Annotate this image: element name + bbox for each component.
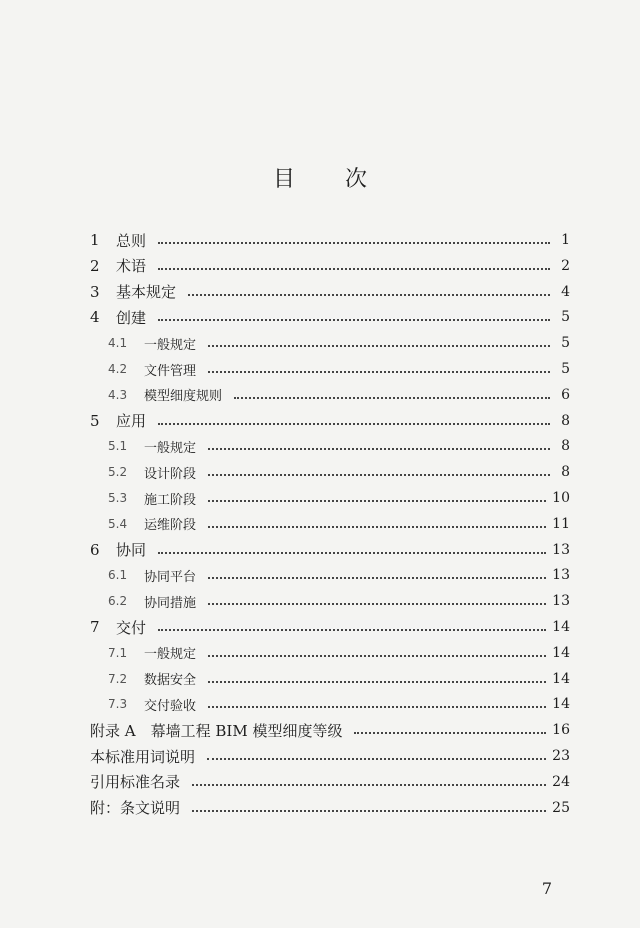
toc-entry-label: 运维阶段 bbox=[144, 518, 197, 534]
dot-leader bbox=[354, 732, 546, 734]
dot-leader bbox=[192, 784, 546, 786]
dot-leader bbox=[188, 294, 550, 296]
toc-entry-page: 5 bbox=[561, 361, 570, 377]
toc-entry-number: 5.2 bbox=[108, 465, 128, 480]
toc-entry[interactable] bbox=[90, 409, 570, 433]
title-part-2: 次 bbox=[345, 167, 368, 192]
toc-entry[interactable] bbox=[108, 460, 570, 484]
dot-leader bbox=[208, 603, 546, 605]
toc-entry-label: 协同平台 bbox=[144, 569, 197, 585]
toc-entry-number: 5 bbox=[90, 411, 100, 430]
dot-leader bbox=[158, 242, 550, 244]
dot-leader bbox=[208, 706, 546, 708]
toc-entry[interactable] bbox=[108, 512, 570, 536]
toc-entry-page: 23 bbox=[552, 748, 570, 764]
footer-page-number: 7 bbox=[541, 879, 552, 898]
toc-entry-page: 14 bbox=[552, 619, 570, 635]
toc-entry-label: 总则 bbox=[116, 231, 147, 250]
toc-entry[interactable] bbox=[90, 770, 570, 794]
toc-entry-page: 13 bbox=[552, 541, 570, 558]
toc-entry-label: 附录 A 幕墙工程 BIM 模型细度等级 bbox=[90, 721, 343, 740]
toc-entry-page: 8 bbox=[561, 464, 570, 481]
toc-entry-label: 基本规定 bbox=[116, 283, 177, 302]
dot-leader bbox=[158, 423, 550, 425]
toc-entry-label: 本标准用词说明 bbox=[90, 747, 196, 766]
toc-entry-number: 7.1 bbox=[108, 645, 128, 660]
toc-entry-label: 一般规定 bbox=[144, 440, 197, 456]
toc-entry[interactable] bbox=[108, 357, 570, 381]
toc-entry-page: 5 bbox=[561, 335, 570, 352]
toc-entry-page: 11 bbox=[552, 515, 570, 532]
dot-leader bbox=[207, 758, 546, 760]
toc-entry-label: 一般规定 bbox=[144, 647, 197, 663]
toc-entry-label: 一般规定 bbox=[144, 337, 197, 353]
toc-entry-label: 引用标准名录 bbox=[90, 773, 181, 792]
dot-leader bbox=[208, 371, 550, 373]
toc-entry-page: 13 bbox=[552, 593, 570, 610]
page-title bbox=[0, 162, 640, 193]
toc-entry-label: 协同措施 bbox=[144, 595, 197, 611]
toc-entry-page: 13 bbox=[552, 567, 570, 584]
toc-entry[interactable] bbox=[108, 641, 570, 665]
toc-entry[interactable] bbox=[108, 667, 570, 691]
toc-entry[interactable] bbox=[90, 744, 570, 768]
toc-entry[interactable] bbox=[90, 280, 570, 304]
toc-entry[interactable] bbox=[108, 331, 570, 355]
toc-entry[interactable] bbox=[90, 796, 570, 820]
dot-leader bbox=[208, 655, 546, 657]
toc-entry[interactable] bbox=[90, 538, 570, 562]
toc-entry-label: 模型细度规则 bbox=[144, 389, 223, 405]
toc-entry-number: 5.1 bbox=[108, 439, 128, 454]
dot-leader bbox=[208, 448, 550, 450]
toc-entry[interactable] bbox=[90, 615, 570, 639]
toc-entry-page: 14 bbox=[552, 670, 570, 687]
toc-entry-number: 6 bbox=[90, 540, 100, 559]
toc-entry[interactable] bbox=[108, 383, 570, 407]
dot-leader bbox=[208, 681, 546, 683]
dot-leader bbox=[208, 577, 546, 579]
dot-leader bbox=[208, 345, 550, 347]
toc-entry-page: 25 bbox=[552, 799, 570, 816]
toc-entry[interactable] bbox=[108, 434, 570, 458]
toc-entry-page: 2 bbox=[561, 257, 570, 274]
toc-entry-page: 8 bbox=[561, 412, 570, 429]
toc-entry-label: 数据安全 bbox=[144, 673, 197, 689]
toc-entry-number: 5.3 bbox=[108, 491, 128, 505]
toc-entry-page: 8 bbox=[561, 438, 570, 455]
toc-entry-label: 术语 bbox=[116, 257, 147, 276]
dot-leader bbox=[158, 268, 550, 270]
dot-leader bbox=[208, 500, 546, 502]
toc-entry-label: 施工阶段 bbox=[144, 492, 197, 508]
toc-entry-number: 4.3 bbox=[108, 387, 128, 402]
toc-entry-number: 2 bbox=[90, 256, 100, 275]
toc-entry-label: 应用 bbox=[116, 412, 147, 431]
toc-entry-page: 16 bbox=[552, 722, 570, 739]
toc-entry-number: 5.4 bbox=[108, 516, 128, 531]
toc-entry-label: 协同 bbox=[116, 541, 147, 560]
toc-entry-page: 14 bbox=[552, 644, 570, 661]
toc-entry-page: 10 bbox=[552, 490, 570, 506]
toc-entry-page: 4 bbox=[561, 283, 570, 300]
toc-entry[interactable] bbox=[90, 254, 570, 278]
toc-entry-label: 设计阶段 bbox=[144, 466, 197, 482]
toc-entry[interactable] bbox=[108, 563, 570, 587]
toc-entry-number: 7.2 bbox=[108, 671, 128, 686]
dot-leader bbox=[208, 474, 550, 476]
dot-leader bbox=[158, 629, 546, 631]
toc-entry-page: 24 bbox=[552, 773, 570, 790]
toc-entry-number: 3 bbox=[90, 282, 100, 301]
toc-entry-label: 交付验收 bbox=[144, 698, 197, 714]
dot-leader bbox=[158, 552, 546, 554]
toc-entry[interactable] bbox=[90, 305, 570, 329]
toc-entry-number: 1 bbox=[90, 231, 100, 249]
toc-entry-number: 4 bbox=[90, 308, 100, 327]
toc-entry[interactable] bbox=[108, 486, 570, 510]
toc-entry-page: 1 bbox=[561, 232, 570, 248]
toc-entry-number: 7 bbox=[90, 618, 100, 636]
toc-entry[interactable] bbox=[90, 718, 570, 742]
toc-entry-number: 6.1 bbox=[108, 568, 128, 583]
dot-leader bbox=[208, 526, 546, 528]
toc-entry-page: 5 bbox=[561, 309, 570, 326]
toc-entry-label: 交付 bbox=[116, 618, 147, 637]
toc-entry-page: 6 bbox=[561, 386, 570, 403]
toc-entry-page: 14 bbox=[552, 696, 570, 713]
dot-leader bbox=[158, 319, 550, 321]
title-part-1: 目 bbox=[272, 167, 295, 192]
dot-leader bbox=[234, 397, 550, 399]
toc-entry[interactable] bbox=[90, 228, 570, 252]
toc-entry-number: 4.2 bbox=[108, 362, 128, 376]
toc-entry-number: 6.2 bbox=[108, 594, 128, 609]
toc-entry[interactable] bbox=[108, 692, 570, 716]
toc-entry[interactable] bbox=[108, 589, 570, 613]
toc-entry-number: 4.1 bbox=[108, 336, 128, 351]
dot-leader bbox=[192, 810, 546, 812]
toc-entry-label: 创建 bbox=[116, 308, 147, 327]
toc-entry-number: 7.3 bbox=[108, 697, 128, 712]
toc-entry-label: 文件管理 bbox=[144, 363, 197, 379]
toc-entry-label: 附：条文说明 bbox=[90, 799, 181, 818]
